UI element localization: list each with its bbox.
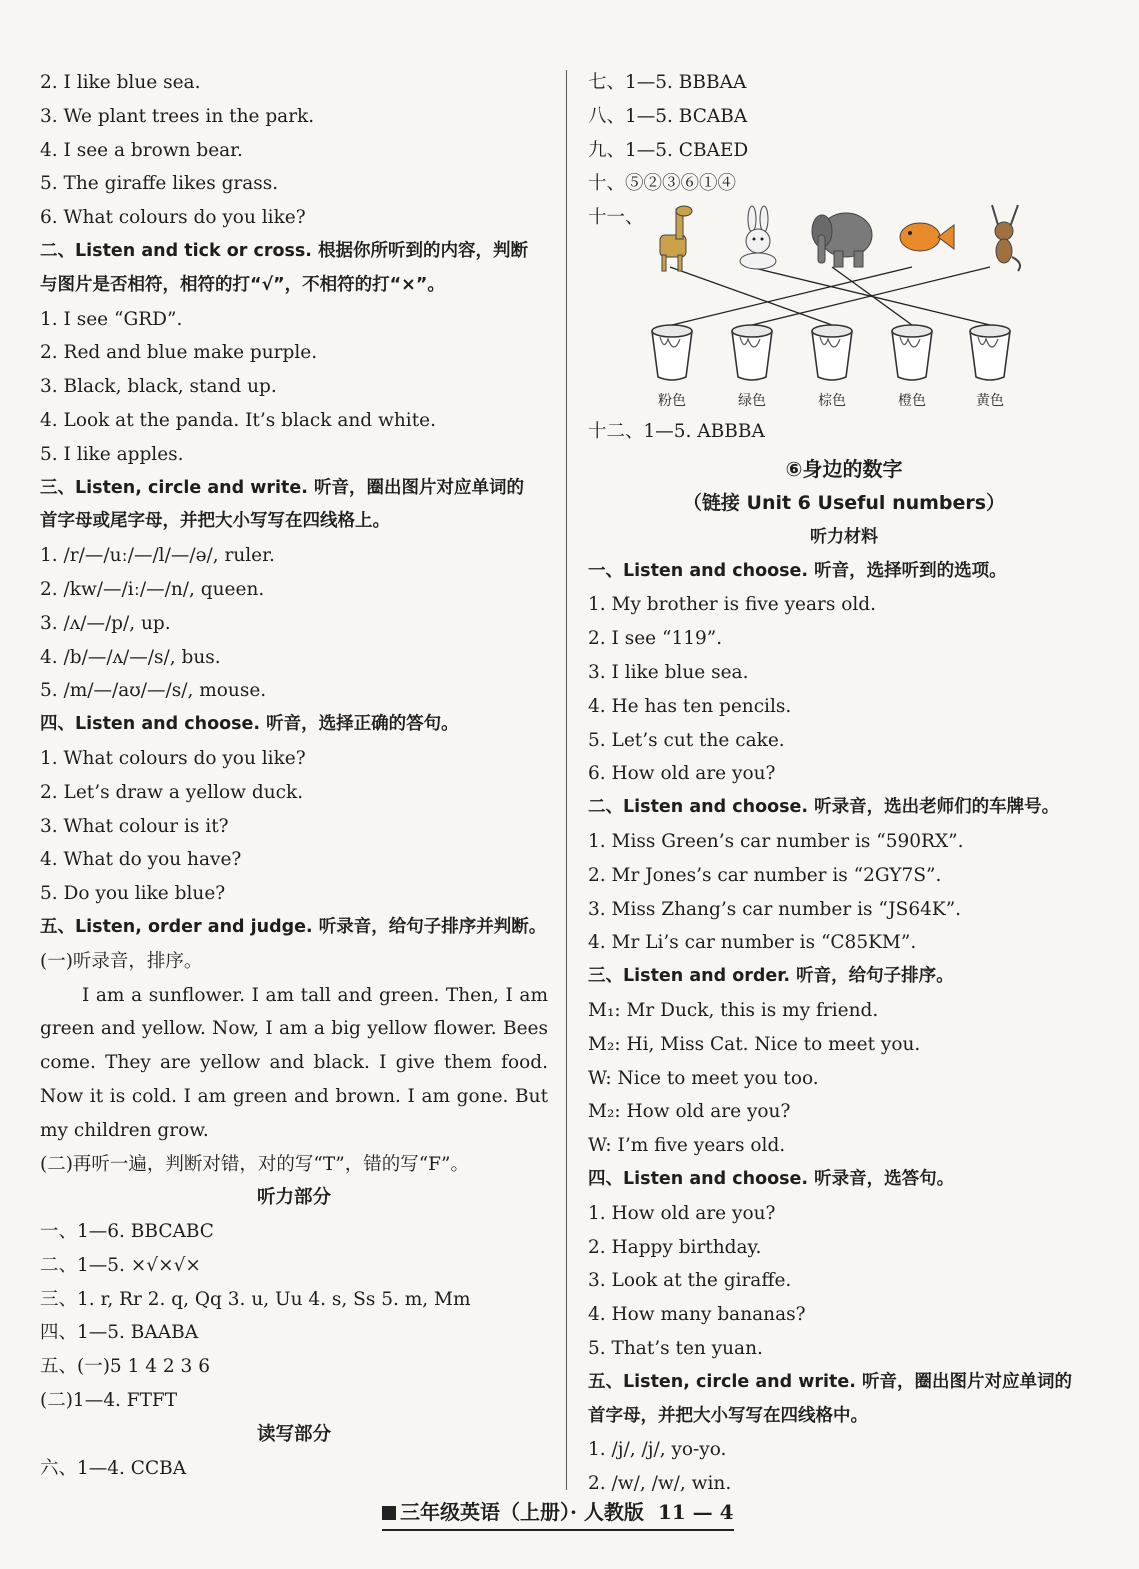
text-line: (二)1—4. FTFT	[40, 1390, 178, 1412]
text-line: 4. Look at the panda. It’s black and white.	[40, 409, 436, 431]
text-line: W: Nice to meet you too.	[588, 1067, 819, 1089]
rabbit-icon	[740, 206, 776, 269]
text-line: M₁: Mr Duck, this is my friend.	[588, 999, 879, 1021]
fish-icon	[900, 223, 954, 251]
text-line: 2. Happy birthday.	[588, 1236, 762, 1258]
bucket-color-label: 棕色	[818, 393, 846, 410]
text-line: 3. /ʌ/—/p/, up.	[40, 612, 171, 634]
text-line: 3. I like blue sea.	[588, 661, 749, 683]
text-line: 十二、1—5. ABBBA	[588, 421, 765, 443]
centered-heading: （链接 Unit 6 Useful numbers）	[682, 491, 1006, 514]
text-line: 一、1—6. BBCABC	[40, 1221, 214, 1243]
left-column	[40, 66, 548, 1485]
bucket-color-label: 黄色	[976, 393, 1004, 410]
text-line: 三、1. r, Rr 2. q, Qq 3. u, Uu 4. s, Ss 5. m, Mm	[40, 1288, 471, 1310]
paint-bucket-icon	[970, 325, 1010, 380]
section-heading: 五、Listen, circle and write. 听音，圈出图片对应单词的	[588, 1371, 1072, 1392]
paint-bucket-icon	[652, 325, 692, 380]
paint-bucket-icon	[732, 325, 772, 380]
text-line: 2. Let’s draw a yellow duck.	[40, 781, 304, 803]
text-line: 5. /m/—/aʊ/—/s/, mouse.	[40, 680, 267, 702]
answer-list-top	[588, 66, 1100, 201]
text-line: 2. I see “119”.	[588, 628, 723, 650]
footer-rule	[382, 1529, 734, 1531]
text-line: 5. That’s ten yuan.	[588, 1337, 763, 1359]
text-line: 6. How old are you?	[588, 763, 776, 785]
text-line: 3. Black, black, stand up.	[40, 376, 277, 398]
section-heading: 与图片是否相符，相符的打“√”，不相符的打“×”。	[40, 274, 445, 295]
text-line: 4. I see a brown bear.	[40, 139, 243, 161]
text-line: green and yellow. Now, I am a big yellow flower. Bees	[40, 1018, 548, 1040]
text-line: 5. I like apples.	[40, 443, 184, 465]
section-heading: 二、Listen and choose. 听录音，选出老师们的车牌号。	[588, 797, 1060, 818]
text-line: M₂: Hi, Miss Cat. Nice to meet you.	[588, 1033, 921, 1055]
centered-heading: ⑥身边的数字	[785, 456, 903, 481]
centered-heading: 听力材料	[810, 526, 878, 547]
text-line: 5. Let’s cut the cake.	[588, 729, 785, 751]
text-line: 四、1—5. BAABA	[40, 1322, 199, 1344]
text-line: 2. Mr Jones’s car number is “2GY7S”.	[588, 864, 942, 886]
page-number: 11 — 4	[657, 1500, 734, 1524]
centered-heading: 听力部分	[256, 1187, 331, 1209]
animal-bucket-matching-diagram	[632, 205, 1062, 415]
text-line: 4. /b/—/ʌ/—/s/, bus.	[40, 646, 221, 668]
right-column	[588, 66, 1100, 1501]
bucket-color-label: 橙色	[898, 393, 926, 410]
centered-heading: 读写部分	[256, 1423, 331, 1445]
section-heading: 四、Listen and choose. 听音，选择正确的答句。	[40, 714, 459, 735]
text-line: 1. /j/, /j/, yo-yo.	[588, 1439, 727, 1461]
text-line: 4. What do you have?	[40, 849, 242, 871]
text-line: Now it is cold. I am green and brown. I am gone. But	[40, 1085, 548, 1107]
text-line: 二、1—5. ×√×√×	[40, 1254, 201, 1276]
text-line: 6. What colours do you like?	[40, 207, 306, 229]
page-footer	[382, 1496, 734, 1528]
section-heading: 四、Listen and choose. 听录音，选答句。	[588, 1168, 955, 1189]
text-line: 十、⑤②③⑥①④	[588, 173, 737, 195]
section-heading: 五、Listen, order and judge. 听录音，给句子排序并判断。	[40, 916, 547, 937]
text-line: 3. Miss Zhang’s car number is “JS64K”.	[588, 898, 962, 920]
text-line: 2. Red and blue make purple.	[40, 342, 318, 364]
text-line: 3. We plant trees in the park.	[40, 105, 315, 127]
text-line: 1. My brother is five years old.	[588, 594, 876, 616]
section-heading: 首字母或尾字母，并把大小写写在四线格上。	[40, 511, 390, 532]
monkey-icon	[992, 205, 1020, 271]
text-line: 六、1—4. CCBA	[40, 1457, 187, 1479]
answer-list-bottom	[588, 415, 1100, 1501]
bucket-color-label: 粉色	[658, 393, 686, 410]
section-heading: 三、Listen, circle and write. 听音，圈出图片对应单词的	[40, 477, 524, 498]
text-line: my children grow.	[40, 1119, 209, 1141]
text-line: 2. /kw/—/iː/—/n/, queen.	[40, 578, 265, 600]
text-line: 1. Miss Green’s car number is “590RX”.	[588, 830, 964, 852]
paint-bucket-icon	[892, 325, 932, 380]
text-line: 4. Mr Li’s car number is “C85KM”.	[588, 932, 917, 954]
text-line: 5. The giraffe likes grass.	[40, 173, 279, 195]
match-line	[670, 267, 832, 325]
text-line: I am a sunflower. I am tall and green. Then, I am	[82, 984, 548, 1006]
text-line: 五、(一)5 1 4 2 3 6	[40, 1356, 210, 1378]
text-line: W: I’m five years old.	[588, 1135, 786, 1157]
footer-title: 三年级英语（上册）· 人教版	[400, 1500, 644, 1524]
section-heading: 三、Listen and order. 听音，给句子排序。	[588, 966, 954, 987]
text-line: 4. How many bananas?	[588, 1304, 806, 1326]
text-line: (二)再听一遍，判断对错，对的写“T”，错的写“F”。	[40, 1153, 469, 1175]
bucket-color-label: 绿色	[738, 393, 766, 410]
text-line: (一)听录音，排序。	[40, 950, 203, 972]
text-line: 3. What colour is it?	[40, 815, 229, 837]
text-line: 七、1—5. BBBAA	[588, 72, 747, 93]
figure-label: 十一、	[588, 207, 644, 229]
section-heading: 首字母，并把大小写写在四线格中。	[588, 1405, 868, 1426]
section-heading: 一、Listen and choose. 听音，选择听到的选项。	[588, 560, 1007, 581]
text-line: 2. I like blue sea.	[40, 72, 201, 93]
text-line: 1. I see “GRD”.	[40, 308, 183, 330]
text-line: 3. Look at the giraffe.	[588, 1270, 792, 1292]
elephant-icon	[812, 213, 872, 267]
column-divider	[566, 70, 567, 1490]
text-line: 八、1—5. BCABA	[588, 105, 748, 127]
match-line	[672, 267, 912, 325]
text-line: M₂: How old are you?	[588, 1101, 791, 1123]
section-heading: 二、Listen and tick or cross. 根据你所听到的内容，判断	[40, 240, 529, 261]
text-line: 2. /w/, /w/, win.	[588, 1473, 732, 1495]
text-line: 九、1—5. CBAED	[588, 139, 749, 161]
text-line: 1. How old are you?	[588, 1202, 776, 1224]
text-line: 1. /r/—/uː/—/l/—/ə/, ruler.	[40, 545, 275, 567]
footer-square-icon	[382, 1506, 396, 1520]
paint-bucket-icon	[812, 325, 852, 380]
text-line: 1. What colours do you like?	[40, 747, 306, 769]
text-line: 5. Do you like blue?	[40, 883, 226, 905]
text-line: 4. He has ten pencils.	[588, 695, 792, 717]
matching-figure	[588, 201, 1100, 415]
giraffe-icon	[660, 206, 692, 271]
text-line: come. They are yellow and black. I give them food.	[40, 1052, 548, 1074]
